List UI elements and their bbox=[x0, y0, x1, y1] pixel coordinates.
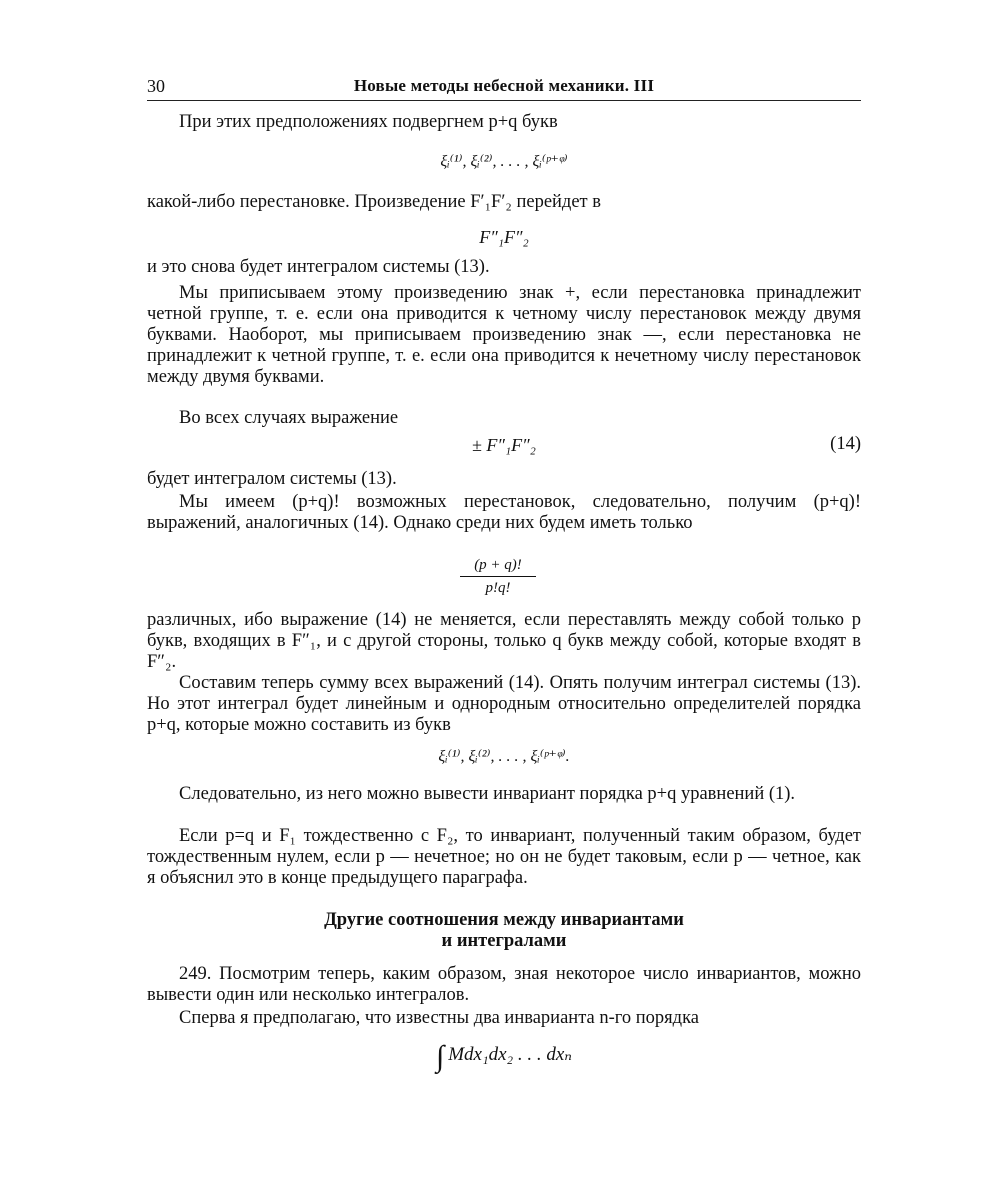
integral-sign: ∫ bbox=[435, 1040, 445, 1073]
paragraph-12: 249. Посмотрим теперь, каким образом, зная некоторое число инвариантов, можно вывести один или несколько интегралов. bbox=[147, 964, 861, 1005]
section-heading bbox=[147, 910, 861, 952]
fraction bbox=[460, 556, 536, 597]
formula-xi-list-1: ξᵢ⁽¹⁾, ξᵢ⁽²⁾, . . . , ξᵢ⁽ᵖ⁺ᵠ⁾ bbox=[440, 153, 568, 170]
paragraph-8: различных, ибо выражение (14) не меняется, если переставлять между собой только p букв, входящих в F″₁, и с другой стороны, только q букв между собой, которые входят в F″₂. bbox=[147, 610, 861, 672]
paragraph-1: При этих предположениях подвергнем p+q букв bbox=[179, 112, 558, 132]
integral-body: Mdx₁dx₂ . . . dxₙ bbox=[448, 1044, 572, 1065]
paragraph-4: Мы приписываем этому произведению знак +, если перестановка принадлежит четной группе, т. е. если она приводится к четному числу перестановок между двумя буквами. Наоборот, мы приписываем произведению знак —, если перестановка не принадлежит к четной группе, т. е. если она приводится к нечетному числу перестановок между двумя буквами. bbox=[147, 283, 861, 387]
running-header bbox=[147, 74, 861, 101]
section-heading-line-2: и интегралами bbox=[441, 931, 567, 951]
page-number: 30 bbox=[147, 76, 165, 96]
paragraph-6: будет интегралом системы (13). bbox=[147, 469, 397, 489]
equation-number-14: (14) bbox=[830, 434, 861, 454]
formula-14: ± F″₁F″₂ bbox=[472, 435, 536, 455]
section-heading-line-1: Другие соотношения между инвариантами bbox=[324, 910, 684, 930]
paragraph-13: Сперва я предполагаю, что известны два инварианта n-го порядка bbox=[179, 1008, 699, 1028]
paragraph-10: Следовательно, из него можно вывести инвариант порядка p+q уравнений (1). bbox=[179, 784, 796, 804]
paragraph-2: какой-либо перестановке. Произведение F′₁F′₂ перейдет в bbox=[147, 192, 601, 212]
paragraph-9: Составим теперь сумму всех выражений (14). Опять получим интеграл системы (13). Но этот интеграл будет линейным и однородным относительно определителей порядка p+q, которые можно составить из букв bbox=[147, 673, 861, 735]
running-title: Новые методы небесной механики. III bbox=[353, 76, 655, 95]
fraction-numerator: (p + q)! bbox=[460, 556, 536, 577]
paragraph-5: Во всех случаях выражение bbox=[179, 408, 399, 428]
integral-formula bbox=[147, 1040, 861, 1074]
fraction-denominator: p!q! bbox=[485, 580, 511, 596]
paragraph-7: Мы имеем (p+q)! возможных перестановок, следовательно, получим (p+q)! выражений, аналогичных (14). Однако среди них будем иметь только bbox=[147, 492, 861, 533]
paragraph-3: и это снова будет интегралом системы (13). bbox=[147, 257, 490, 277]
paragraph-11: Если p=q и F₁ тождественно с F₂, то инвариант, полученный таким образом, будет тождественным нулем, если p — нечетное; но он не будет таковым, если p — четное, как я объяснил это в конце предыдущего параграфа. bbox=[147, 826, 861, 888]
formula-xi-list-2: ξᵢ⁽¹⁾, ξᵢ⁽²⁾, . . . , ξᵢ⁽ᵖ⁺ᵠ⁾. bbox=[438, 748, 570, 765]
formula-product: F″₁F″₂ bbox=[479, 227, 529, 247]
